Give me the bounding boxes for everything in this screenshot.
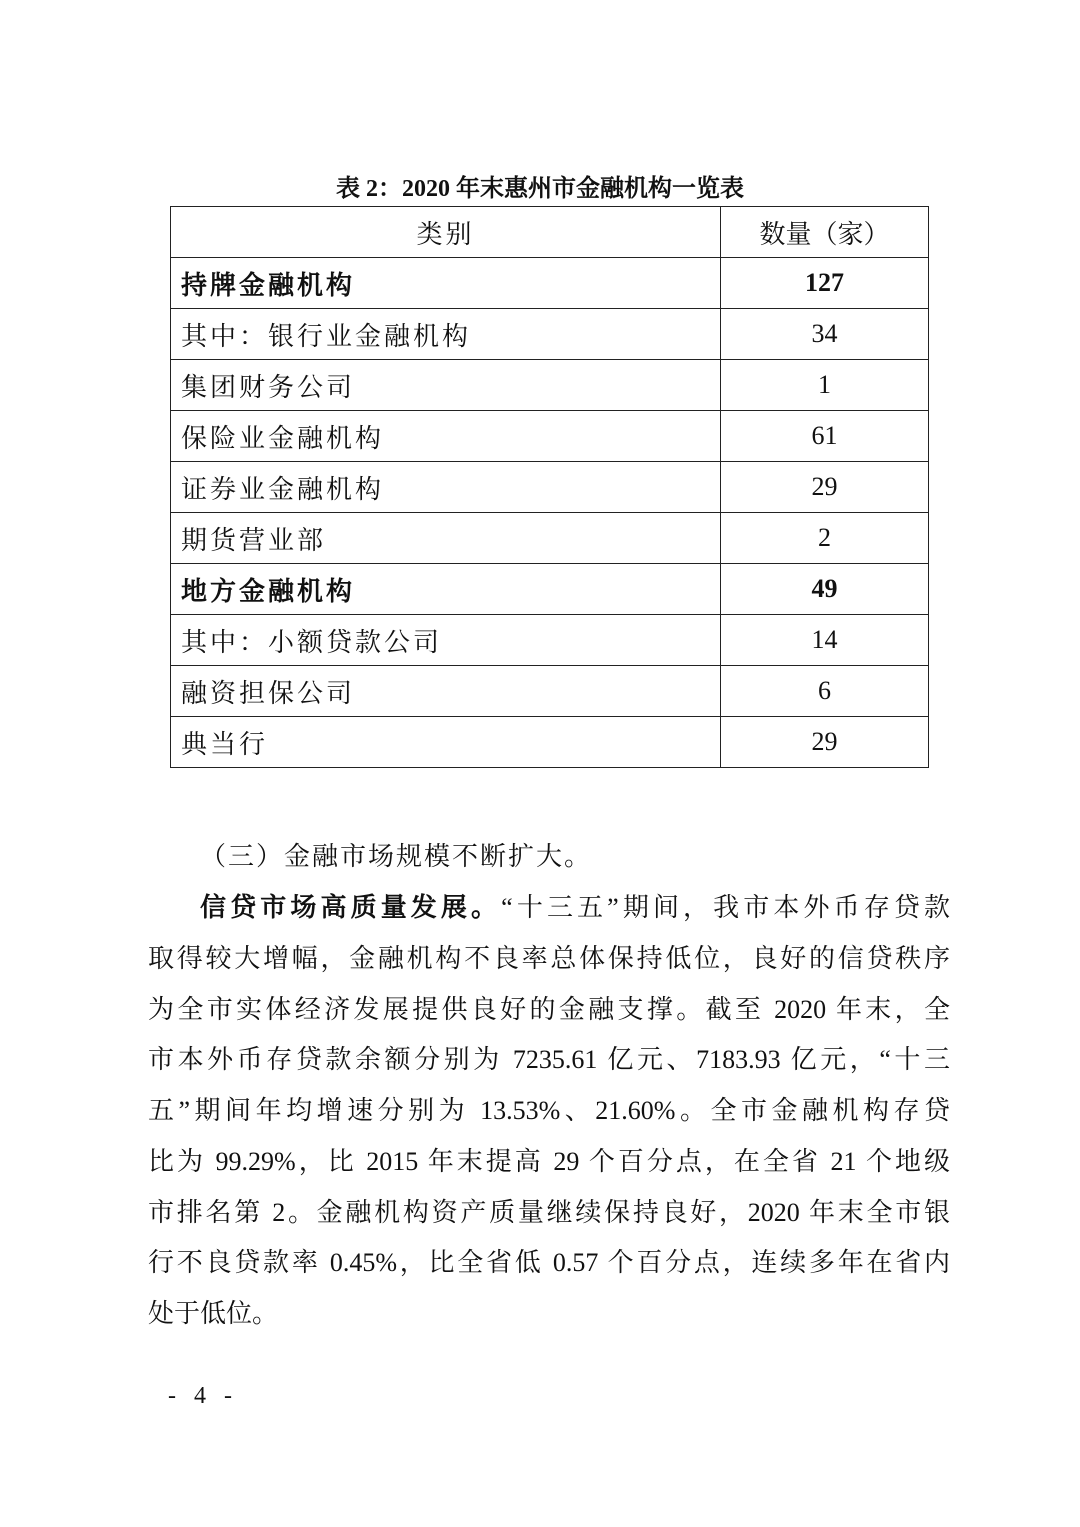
paragraph-line: 取得较大增幅，金融机构不良率总体保持低位，良好的信贷秩序 [148, 944, 950, 973]
cell-category: 融资担保公司 [171, 666, 721, 717]
table-row [171, 666, 929, 717]
paragraph-text: “十三五”期间，我市本外币存贷款 [501, 893, 950, 922]
cell-count: 6 [721, 666, 929, 717]
cell-count: 1 [721, 360, 929, 411]
cell-count: 2 [721, 513, 929, 564]
table-row [171, 564, 929, 615]
cell-count: 127 [721, 258, 929, 309]
cell-count: 34 [721, 309, 929, 360]
cell-category: 集团财务公司 [171, 360, 721, 411]
table-row [171, 462, 929, 513]
cell-category: 典当行 [171, 717, 721, 768]
table-row [171, 717, 929, 768]
cell-category: 持牌金融机构 [171, 258, 721, 309]
paragraph-line: 比为 99.29%，比 2015 年末提高 29 个百分点，在全省 21 个地级 [148, 1147, 950, 1176]
cell-category: 期货营业部 [171, 513, 721, 564]
paragraph-line: 五”期间年均增速分别为 13.53%、21.60%。全市金融机构存贷 [148, 1096, 950, 1125]
paragraph-line: 行不良贷款率 0.45%，比全省低 0.57 个百分点，连续多年在省内 [148, 1248, 950, 1277]
header-category: 类别 [171, 207, 721, 258]
paragraph-line: 为全市实体经济发展提供良好的金融支撑。截至 2020 年末，全 [148, 995, 950, 1024]
table-row [171, 309, 929, 360]
page-number: - 4 - [168, 1383, 238, 1409]
cell-category: 其中：小额贷款公司 [171, 615, 721, 666]
cell-count: 29 [721, 462, 929, 513]
paragraph-line: 市本外币存贷款余额分别为 7235.61 亿元、7183.93 亿元，“十三 [148, 1045, 950, 1074]
table-header-row [171, 207, 929, 258]
table-row [171, 411, 929, 462]
paragraph-line [200, 888, 950, 928]
financial-institutions-table [170, 206, 929, 768]
cell-count: 29 [721, 717, 929, 768]
table-row [171, 513, 929, 564]
cell-category: 保险业金融机构 [171, 411, 721, 462]
paragraph-lead: 信贷市场高质量发展。 [200, 893, 502, 922]
cell-count: 14 [721, 615, 929, 666]
table-caption: 表 2：2020 年末惠州市金融机构一览表 [336, 176, 744, 202]
table-row [171, 615, 929, 666]
section-heading: （三）金融市场规模不断扩大。 [200, 842, 593, 871]
paragraph-line: 处于低位。 [148, 1299, 279, 1328]
cell-category: 证券业金融机构 [171, 462, 721, 513]
cell-count: 61 [721, 411, 929, 462]
cell-count: 49 [721, 564, 929, 615]
paragraph-line: 市排名第 2。金融机构资产质量继续保持良好，2020 年末全市银 [148, 1198, 950, 1227]
header-count: 数量（家） [721, 207, 929, 258]
table-row [171, 360, 929, 411]
table-row [171, 258, 929, 309]
cell-category: 其中：银行业金融机构 [171, 309, 721, 360]
cell-category: 地方金融机构 [171, 564, 721, 615]
